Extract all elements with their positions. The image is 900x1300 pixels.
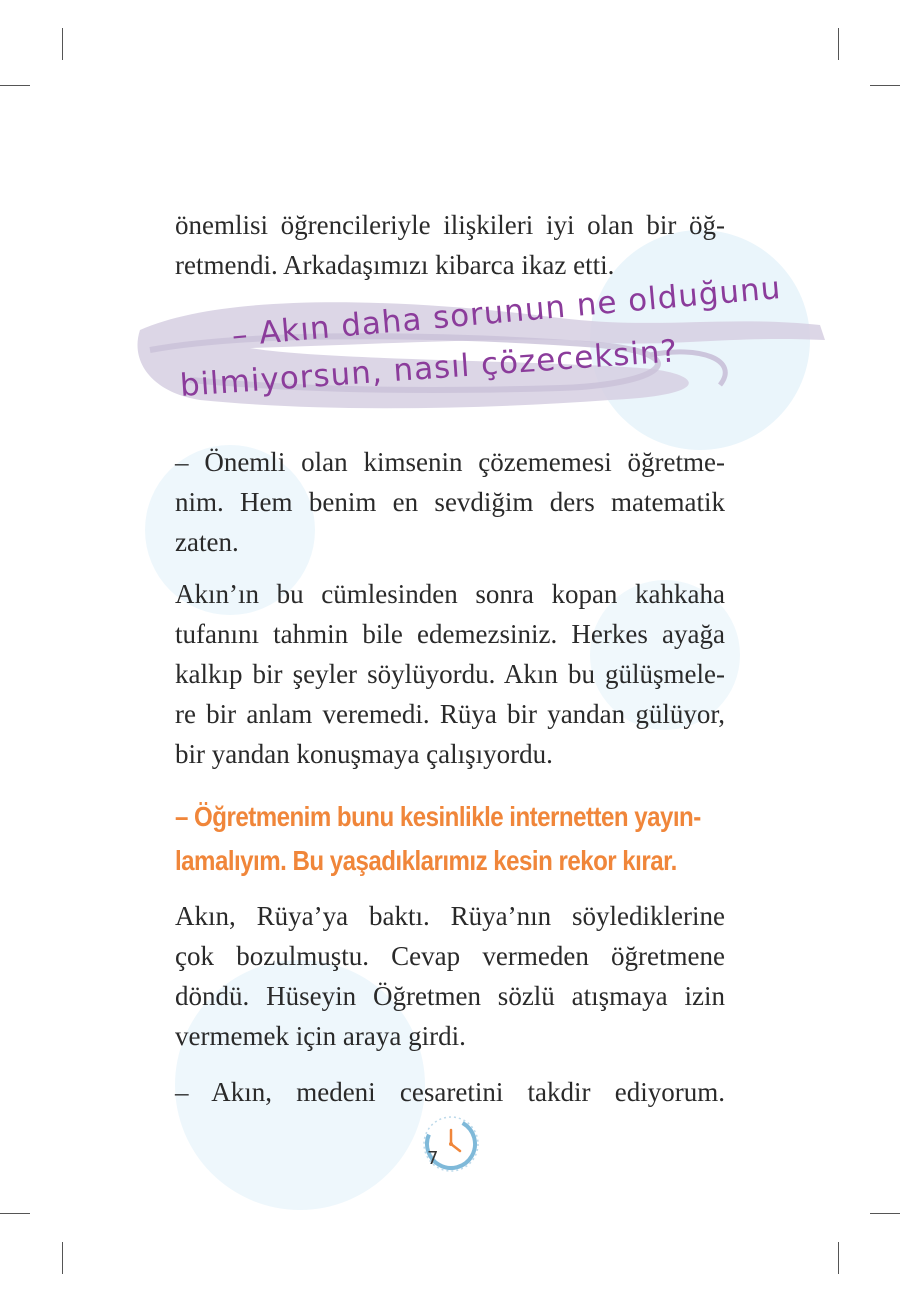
highlight-dialogue-line-1: – Akın daha sorunun ne olduğunu: [230, 270, 783, 354]
text-line: önemlisi öğrencileriyle ilişkileri iyi olan bir öğ-: [175, 210, 725, 240]
text-line: tufanını tahmin bile edemezsiniz. Herkes ayağa: [175, 619, 725, 649]
paragraph-4: [175, 896, 725, 1056]
text-line: Akın’ın bu cümlesinden sonra kopan kahkaha: [175, 579, 725, 609]
bold-dialogue-line-1: – Öğretmenim bunu kesinlikle internetten yayın-: [175, 801, 701, 832]
paragraph-2: [175, 442, 725, 562]
text-line: bir yandan konuşmaya çalışıyordu.: [175, 739, 553, 769]
page-number: 7: [427, 1148, 439, 1169]
paragraph-3: [175, 574, 725, 774]
text-line: retmendi. Arkadaşımızı kibarca ikaz etti.: [175, 250, 615, 280]
bold-dialogue-line-2: lamalıyım. Bu yaşadıklarımız kesin rekor kırar.: [175, 845, 677, 876]
paragraph-5: [175, 1072, 725, 1112]
text-line: Akın, Rüya’ya baktı. Rüya’nın söylediklerine: [175, 901, 725, 931]
text-line: döndü. Hüseyin Öğretmen sözlü atışmaya izin: [175, 981, 725, 1011]
text-line: kalkıp bir şeyler söylüyordu. Akın bu gülüşmele-: [175, 659, 725, 689]
text-line: nim. Hem benim en sevdiğim ders matematik: [175, 487, 725, 517]
text-line: – Önemli olan kimsenin çözememesi öğretme-: [175, 447, 725, 477]
text-line: çok bozulmuştu. Cevap vermeden öğretmene: [175, 941, 725, 971]
text-line: vermemek için araya girdi.: [175, 1021, 466, 1051]
highlight-dialogue-line-2: bilmiyorsun, nasıl çözeceksin?: [178, 333, 680, 404]
text-line: zaten.: [175, 527, 239, 557]
paragraph-1: [175, 205, 725, 285]
text-line: – Akın, medeni cesaretini takdir ediyorum.: [175, 1077, 725, 1107]
text-line: re bir anlam veremedi. Rüya bir yandan gülüyor,: [175, 699, 725, 729]
